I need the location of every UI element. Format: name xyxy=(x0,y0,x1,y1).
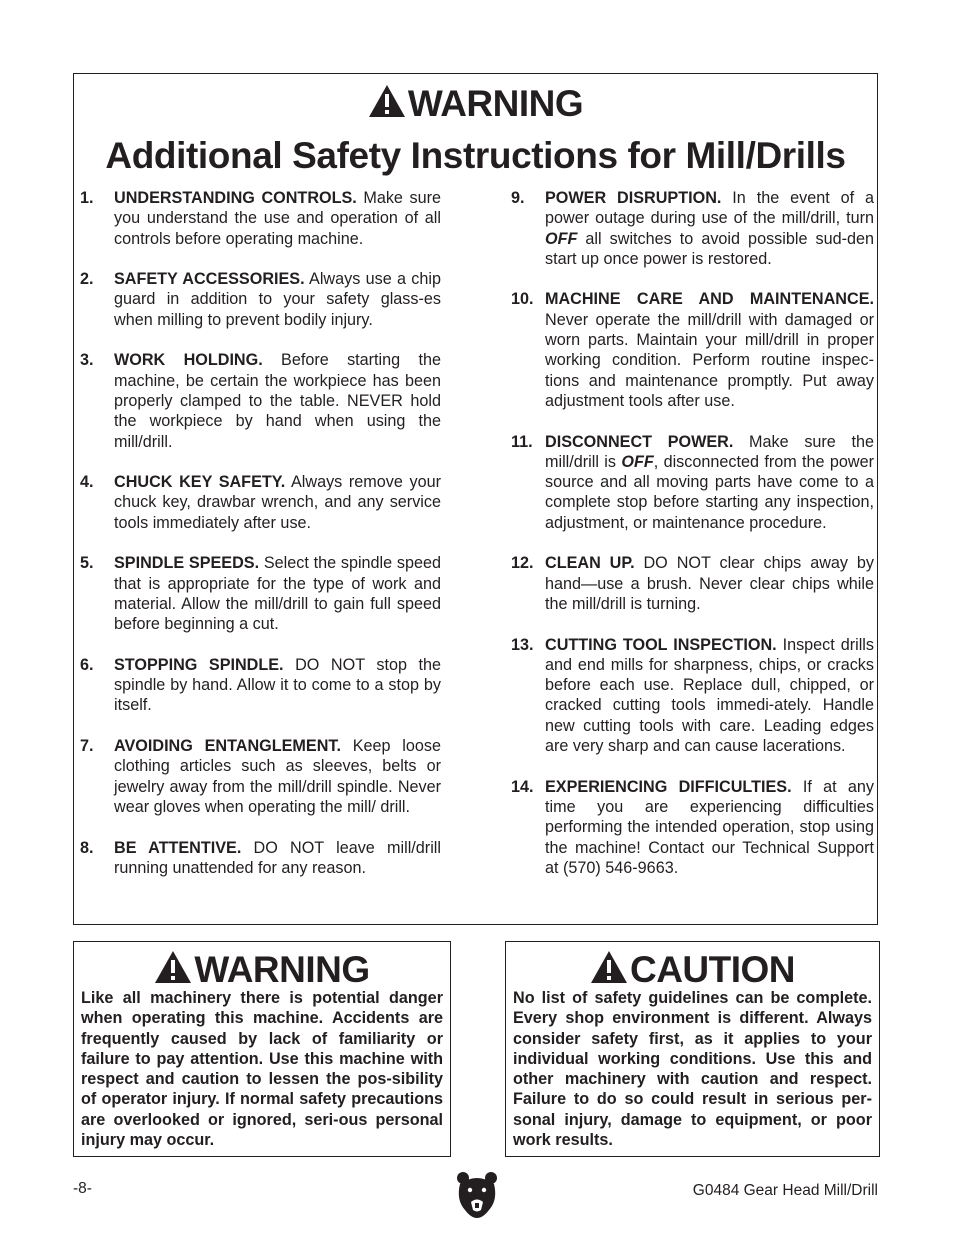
item-heading: DISCONNECT POWER. xyxy=(545,432,734,451)
item-heading: MACHINE CARE AND MAINTENANCE. xyxy=(545,290,874,309)
item-number: 6. xyxy=(80,655,94,674)
item-number: 2. xyxy=(80,270,94,289)
item-number: 10. xyxy=(511,290,534,309)
item-text: Always use a chip guard in addition to your safety glass-es when milling to prevent bodily injury. xyxy=(114,270,442,329)
page-number: -8- xyxy=(73,1180,92,1197)
item-emphasis: OFF xyxy=(621,452,654,471)
item-text: Make sure you understand the use and operation of all controls before operating machine. xyxy=(114,189,441,248)
item-heading: SAFETY ACCESSORIES. xyxy=(114,270,305,289)
safety-item xyxy=(80,655,441,716)
item-text-continued: all switches to avoid possible sud-den start up once power is restored. xyxy=(545,229,874,268)
item-number: 8. xyxy=(80,838,94,857)
safety-item xyxy=(511,635,874,757)
item-number: 13. xyxy=(511,635,534,654)
item-number: 3. xyxy=(80,351,94,370)
caution-box-header xyxy=(506,950,879,992)
warning-header xyxy=(74,84,877,126)
warning-box-text: Like all machinery there is potential danger when operating this machine. Accidents are frequently caused by lack of familiarity or failure to pay attention. Use this machine with respect and caution to lessen the pos-sibility of operator injury. If normal safety precautions are overlooked or ignored, seri-ous personal injury may occur. xyxy=(81,989,443,1150)
safety-item xyxy=(80,472,441,533)
item-text: DO NOT leave mill/drill running unattended for any reason. xyxy=(114,838,441,877)
item-text: Keep loose clothing articles such as sleeves, belts or jewelry away from the mill/drill spindle. Never wear gloves when operating the mill/ drill. xyxy=(114,737,442,816)
safety-item xyxy=(511,188,874,269)
safety-item xyxy=(511,289,874,411)
item-heading: CUTTING TOOL INSPECTION. xyxy=(545,635,777,654)
caution-box xyxy=(505,941,880,1157)
item-heading: SPINDLE SPEEDS. xyxy=(114,554,260,573)
safety-item xyxy=(80,838,441,879)
safety-item xyxy=(511,553,874,614)
safety-item xyxy=(80,736,441,817)
item-number: 7. xyxy=(80,737,94,756)
item-text: If at any time you are experiencing difficulties performing the intended operation, stop using the machine! Contact our Technical Support at (570) 546-9663. xyxy=(545,777,874,877)
safety-item xyxy=(80,553,441,634)
left-column xyxy=(80,188,441,898)
item-text: DO NOT stop the spindle by hand. Allow it to come to a stop by itself. xyxy=(114,655,441,715)
warning-triangle-icon xyxy=(368,84,406,126)
item-emphasis: OFF xyxy=(545,229,578,248)
item-number: 9. xyxy=(511,189,525,207)
caution-triangle-icon xyxy=(590,950,628,992)
item-text: Always remove your chuck key, drawbar wrench, and any service tools immediately after use. xyxy=(114,473,441,532)
item-text: Before starting the machine, be certain the workpiece has been properly clamped to the table. NEVER hold the workpiece by hand when using the mill/drill. xyxy=(114,351,441,451)
item-number: 4. xyxy=(80,473,94,492)
safety-instructions-panel xyxy=(73,73,878,925)
page-title: Additional Safety Instructions for Mill/Drills xyxy=(105,135,846,176)
item-text: Make sure the mill/drill is xyxy=(545,432,874,471)
warning-box-label: WARNING xyxy=(194,949,370,990)
item-text: DO NOT clear chips away by hand—use a brush. Never clear chips while the mill/drill is turning. xyxy=(545,554,874,613)
item-heading: BE ATTENTIVE. xyxy=(114,838,242,857)
item-heading: EXPERIENCING DIFFICULTIES. xyxy=(545,777,792,796)
right-column xyxy=(511,188,874,898)
item-text-continued: , disconnected from the power source and all moving parts have come to a complete stop before starting any inspection, adjustment, or maintenance procedure. xyxy=(545,452,874,532)
item-heading: UNDERSTANDING CONTROLS. xyxy=(114,189,357,207)
item-heading: STOPPING SPINDLE. xyxy=(114,655,284,674)
item-number: 14. xyxy=(511,777,534,796)
item-text: Never operate the mill/drill with damaged or worn parts. Maintain your mill/drill in proper working condition. Perform routine inspec-tions and maintenance promptly. Put away adjustment tools after use. xyxy=(545,310,874,410)
item-text: Select the spindle speed that is appropriate for the type of work and material. Allow the mill/drill to gain full speed before beginning a cut. xyxy=(114,554,442,634)
warning-label: WARNING xyxy=(407,83,584,124)
item-heading: POWER DISRUPTION. xyxy=(545,189,722,207)
safety-item xyxy=(80,188,441,249)
item-heading: AVOIDING ENTANGLEMENT. xyxy=(114,737,341,756)
warning-box xyxy=(73,941,451,1157)
bear-logo-icon xyxy=(456,1170,498,1225)
item-number: 12. xyxy=(511,554,534,573)
warning-triangle-icon xyxy=(154,950,192,992)
warning-box-header xyxy=(74,950,450,992)
safety-item xyxy=(511,432,874,533)
safety-item xyxy=(511,777,874,878)
item-text: In the event of a power outage during use of the mill/drill, turn xyxy=(545,189,875,228)
product-title: G0484 Gear Head Mill/Drill xyxy=(692,1182,878,1199)
safety-item xyxy=(80,350,441,451)
caution-box-label: CAUTION xyxy=(629,949,796,990)
caution-box-text: No list of safety guidelines can be complete. Every shop environment is different. Always consider safety first, as it applies to your individual working conditions. Use this and other machinery with caution and respect. Failure to do so could result in serious per-sonal injury, damage to equipment, or poor work results. xyxy=(513,989,872,1150)
item-number: 11. xyxy=(511,432,533,451)
item-number: 5. xyxy=(80,554,94,573)
item-number: 1. xyxy=(80,189,94,207)
item-text: Inspect drills and end mills for sharpness, chips, or cracks before each use. Replace dull, chipped, or cracked cutting tools immedi-ately. Handle new cutting tools with care. Leading edges are very sharp and can cause lacerations. xyxy=(545,635,874,756)
item-heading: CLEAN UP. xyxy=(545,554,635,573)
safety-item xyxy=(80,269,441,330)
item-heading: CHUCK KEY SAFETY. xyxy=(114,473,286,492)
item-heading: WORK HOLDING. xyxy=(114,351,263,370)
